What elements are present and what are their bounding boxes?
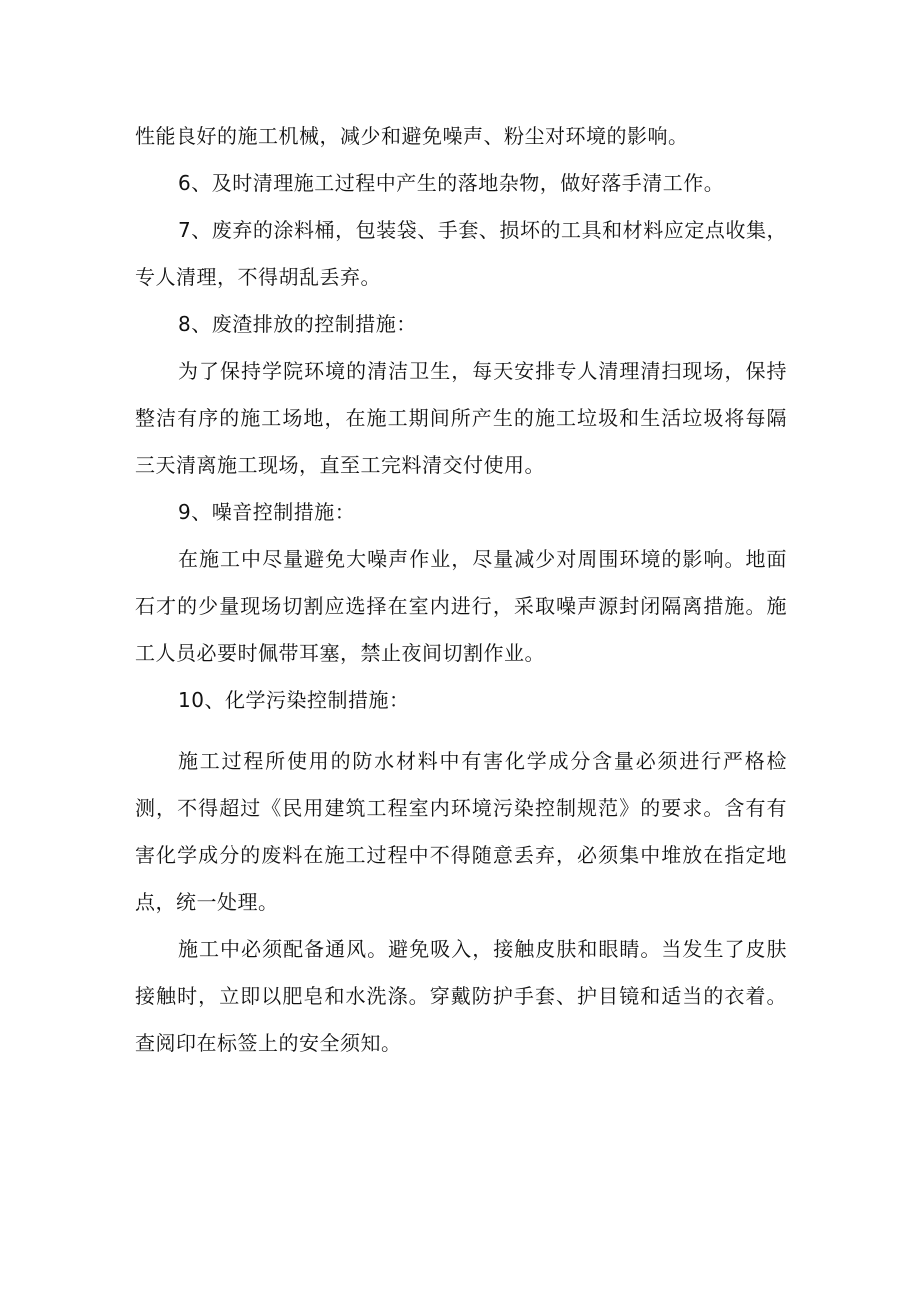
- paragraph-ventilation-safety: 施工中必须配备通风。避免吸入，接触皮肤和眼睛。当发生了皮肤接触时，立即以肥皂和水洗涤。穿戴防护手套、护目镜和适当的衣着。查阅印在标签上的安全须知。: [135, 937, 787, 1055]
- document-body: [135, 113, 787, 1067]
- paragraph-noise-control: 在施工中尽量避免大噪声作业，尽量减少对周围环境的影响。地面石才的少量现场切割应选择在室内进行，采取噪声源封闭隔离措施。施工人员必要时佩带耳塞，禁止夜间切割作业。: [135, 547, 787, 665]
- paragraph-chemical-materials: 施工过程所使用的防水材料中有害化学成分含量必须进行严格检测，不得超过《民用建筑工程室内环境污染控制规范》的要求。含有有害化学成分的废料在施工过程中不得随意丢弃，必须集中堆放在指定地点，统一处理。: [135, 749, 787, 914]
- heading-item-9: 9、噪音控制措施：: [178, 500, 356, 524]
- heading-item-8: 8、废渣排放的控制措施：: [178, 312, 417, 336]
- paragraph-item-6: 6、及时清理施工过程中产生的落地杂物，做好落手清工作。: [178, 171, 725, 195]
- heading-item-10: 10、化学污染控制措施：: [178, 688, 410, 712]
- paragraph-continuation: 性能良好的施工机械，减少和避免噪声、粉尘对环境的影响。: [135, 124, 689, 148]
- paragraph-item-7: 7、废弃的涂料桶，包装袋、手套、损坏的工具和材料应定点收集，专人清理，不得胡乱丢弃。: [135, 218, 787, 289]
- paragraph-waste-disposal: 为了保持学院环境的清洁卫生，每天安排专人清理清扫现场，保持整洁有序的施工场地，在施工期间所产生的施工垃圾和生活垃圾将每隔三天清离施工现场，直至工完料清交付使用。: [135, 359, 787, 477]
